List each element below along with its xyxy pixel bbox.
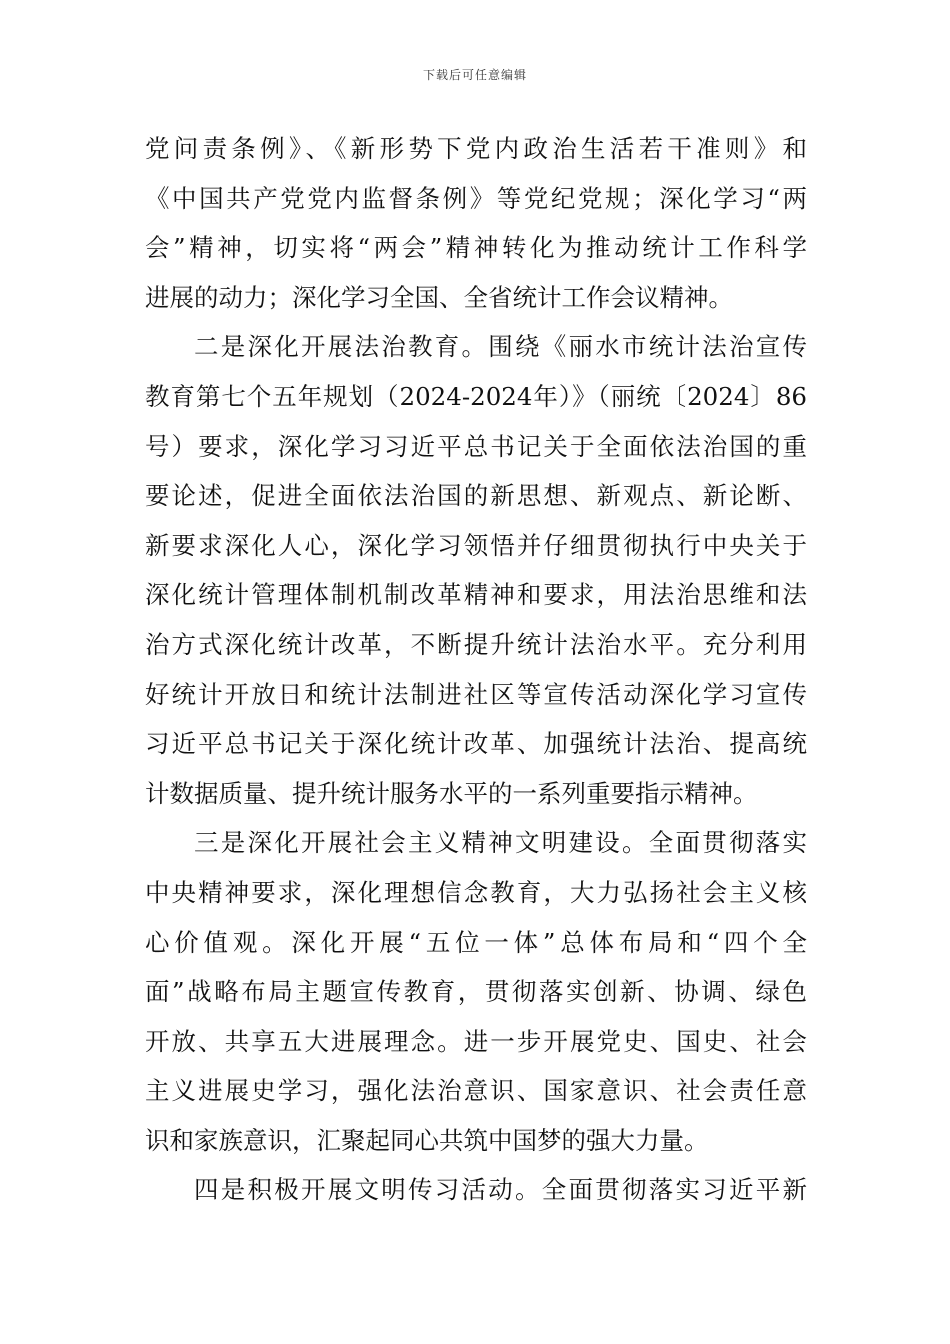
text-line: 面”战略布局主题宣传教育，贯彻落实创新、协调、绿色 [145, 977, 807, 1007]
text-line: 号）要求，深化学习习近平总书记关于全面依法治国的重 [145, 431, 807, 461]
text-line: 习近平总书记关于深化统计改革、加强统计法治、提高统 [145, 729, 807, 759]
text-line: 会”精神，切实将“两会”精神转化为推动统计工作科学 [145, 233, 807, 263]
paragraph-4 [145, 1165, 807, 1215]
paragraph-3 [145, 818, 807, 1165]
text-line: 治方式深化统计改革，不断提升统计法治水平。充分利用 [145, 629, 807, 659]
text-line: 心价值观。深化开展“五位一体”总体布局和“四个全 [145, 927, 807, 957]
text-line: 二是深化开展法治教育。围绕《丽水市统计法治宣传 [194, 332, 807, 362]
text-line: 识和家族意识，汇聚起同心共筑中国梦的强大力量。 [145, 1125, 709, 1155]
header-note: 下载后可任意编辑 [422, 68, 527, 82]
text-line: 好统计开放日和统计法制进社区等宣传活动深化学习宣传 [145, 679, 807, 709]
paragraph-1 [145, 124, 807, 322]
text-line: 三是深化开展社会主义精神文明建设。全面贯彻落实 [194, 828, 807, 858]
text-line: 深化统计管理体制机制改革精神和要求，用法治思维和法 [145, 580, 807, 610]
text-line: 进展的动力；深化学习全国、全省统计工作会议精神。 [145, 282, 733, 312]
text-line: 中央精神要求，深化理想信念教育，大力弘扬社会主义核 [145, 877, 807, 907]
paragraph-2 [145, 322, 807, 818]
text-line: 《中国共产党党内监督条例》等党纪党规；深化学习“两 [145, 183, 807, 213]
text-line: 主义进展史学习，强化法治意识、国家意识、社会责任意 [145, 1076, 807, 1106]
text-line: 计数据质量、提升统计服务水平的一系列重要指示精神。 [145, 778, 758, 808]
text-line: 开放、共享五大进展理念。进一步开展党史、国史、社会 [145, 1026, 807, 1056]
text-line: 教育第七个五年规划（2024-2024年）》（丽统〔2024〕86 [145, 381, 807, 411]
text-line: 新要求深化人心，深化学习领悟并仔细贯彻执行中央关于 [145, 530, 807, 560]
document-body [145, 124, 807, 1215]
text-line: 四是积极开展文明传习活动。全面贯彻落实习近平新 [194, 1175, 807, 1205]
text-line: 要论述，促进全面依法治国的新思想、新观点、新论断、 [145, 481, 807, 511]
text-line: 党问责条例》、《新形势下党内政治生活若干准则》和 [145, 134, 807, 163]
